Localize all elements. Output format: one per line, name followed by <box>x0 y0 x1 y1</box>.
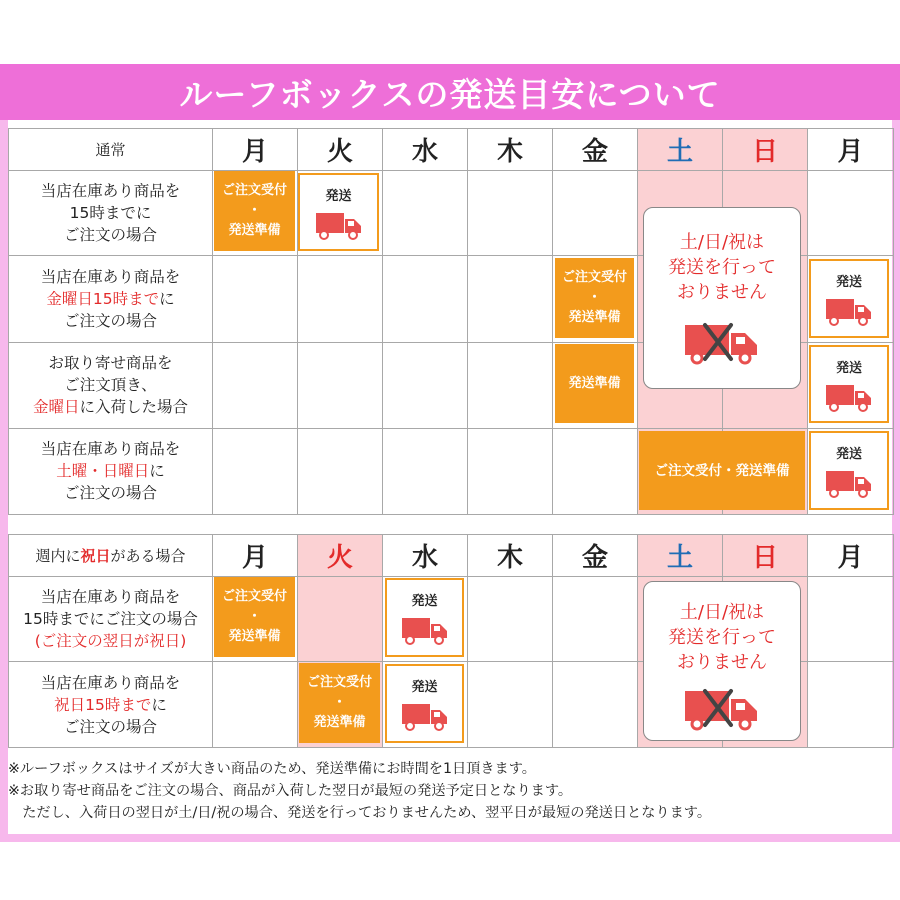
row-label: 当店在庫あり商品を 祝日15時までに ご注文の場合 <box>9 662 213 748</box>
day-thu: 木 <box>468 535 553 577</box>
day-next-mon: 月 <box>808 535 894 577</box>
no-shipping-notice: 土/日/祝は 発送を行って おりません <box>643 581 801 741</box>
day-wed: 水 <box>383 129 468 171</box>
ship-box: 発送 <box>809 345 889 423</box>
day-fri: 金 <box>553 129 638 171</box>
truck-cross-icon <box>683 685 761 731</box>
order-accept-box: ご注文受付 ・ 発送準備 <box>299 663 380 743</box>
no-shipping-notice: 土/日/祝は 発送を行って おりません <box>643 207 801 389</box>
corner-label: 通常 <box>9 129 213 171</box>
day-tue: 火 <box>298 129 383 171</box>
row-label: 当店在庫あり商品を 金曜日15時までに ご注文の場合 <box>9 256 213 342</box>
order-accept-box: ご注文受付 ・ 発送準備 <box>555 258 634 338</box>
note-line: ※ルーフボックスはサイズが大きい商品のため、発送準備にお時間を1日頂きます。 <box>8 761 536 777</box>
order-accept-box: ご注文受付 ・ 発送準備 <box>214 577 295 657</box>
day-tue-holiday: 火 <box>298 535 383 577</box>
day-mon: 月 <box>213 535 298 577</box>
truck-icon <box>825 468 873 498</box>
ship-box: 発送 <box>298 173 379 251</box>
order-accept-box: ご注文受付 ・ 発送準備 <box>214 171 295 251</box>
day-wed: 水 <box>383 535 468 577</box>
row-label: 当店在庫あり商品を 15時までに ご注文の場合 <box>9 171 213 256</box>
day-sun: 日 <box>723 535 808 577</box>
row-label: 当店在庫あり商品を 土曜・日曜日に ご注文の場合 <box>9 428 213 514</box>
day-next-mon: 月 <box>808 129 894 171</box>
row-label: お取り寄せ商品を ご注文頂き、 金曜日に入荷した場合 <box>9 342 213 428</box>
day-mon: 月 <box>213 129 298 171</box>
title-band <box>0 64 900 120</box>
ship-box: 発送 <box>385 664 464 743</box>
footnotes <box>8 758 711 824</box>
corner-label: 週内に祝日がある場合 <box>9 535 213 577</box>
row-label: 当店在庫あり商品を 15時までにご注文の場合 (ご注文の翌日が祝日) <box>9 577 213 662</box>
ship-box: 発送 <box>385 578 464 657</box>
day-sun: 日 <box>723 129 808 171</box>
note-line: ただし、入荷日の翌日が土/日/祝の場合、発送を行っておりませんため、翌平日が最短の発送日となります。 <box>8 805 712 821</box>
day-sat: 土 <box>638 535 723 577</box>
order-accept-wide-box: ご注文受付・発送準備 <box>639 431 805 510</box>
truck-icon <box>315 210 363 240</box>
truck-icon <box>825 382 873 412</box>
truck-icon <box>825 296 873 326</box>
ship-box: 発送 <box>809 431 889 510</box>
truck-icon <box>401 701 449 731</box>
note-line: ※お取り寄せ商品をご注文の場合、商品が入荷した翌日が最短の発送予定日となります。 <box>8 783 573 799</box>
truck-icon <box>401 615 449 645</box>
truck-cross-icon <box>683 319 761 365</box>
day-sat: 土 <box>638 129 723 171</box>
prep-box: 発送準備 <box>555 344 634 423</box>
day-thu: 木 <box>468 129 553 171</box>
ship-box: 発送 <box>809 259 889 338</box>
page-title: ルーフボックスの発送目安について <box>179 74 721 114</box>
day-fri: 金 <box>553 535 638 577</box>
